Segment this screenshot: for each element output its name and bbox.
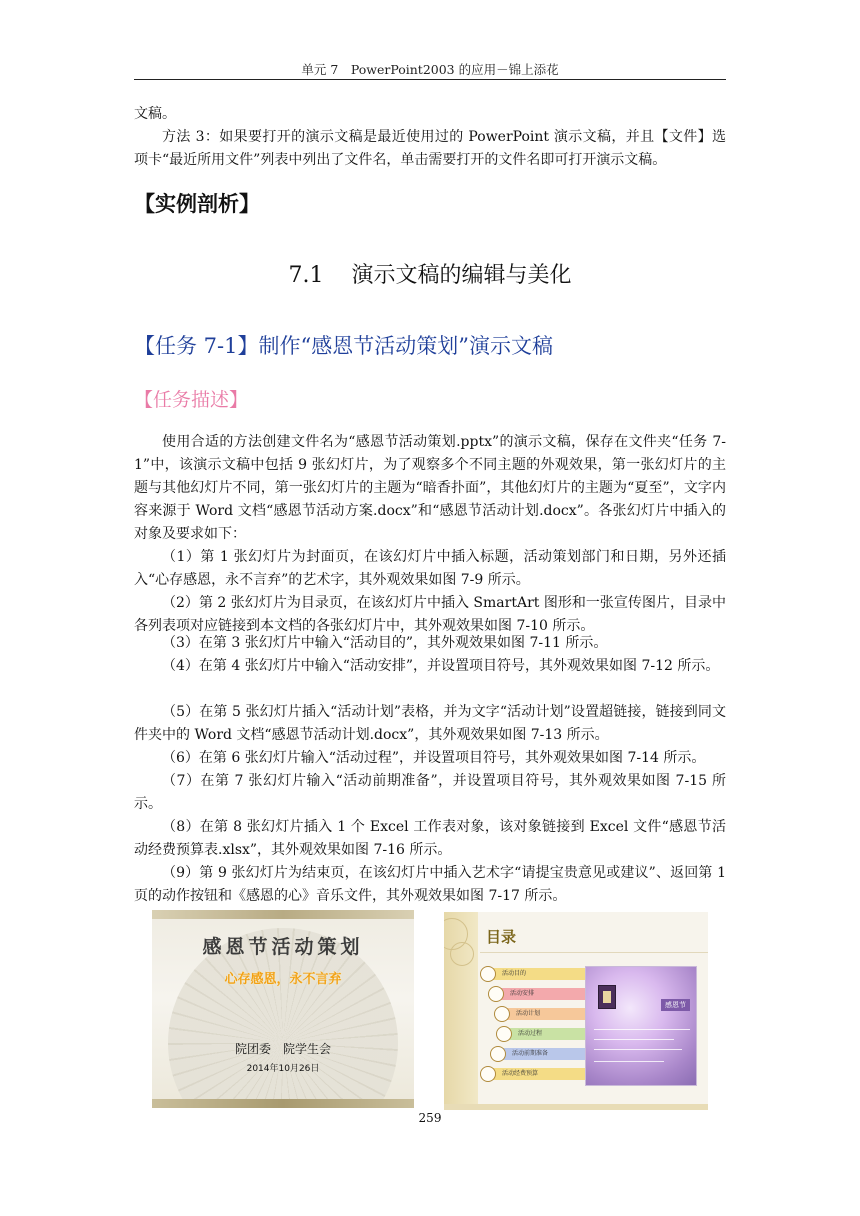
slide-2-bottom-bar [444, 1104, 708, 1110]
section-heading [134, 258, 726, 289]
paragraph-continuation: 文稿。 [134, 106, 176, 122]
toc-ring [488, 986, 504, 1002]
toc-ring [480, 966, 496, 982]
toc-item-2[interactable]: 活动安排 [496, 988, 596, 1000]
circle-decoration [450, 942, 474, 966]
toc-item-4[interactable]: 活动过程 [504, 1028, 596, 1040]
slide-bottom-bar [152, 1099, 414, 1108]
toc-item-3[interactable]: 活动计划 [502, 1008, 596, 1020]
toc-ring [494, 1006, 510, 1022]
slide-1-organizer: 院团委 院学生会 [234, 1042, 331, 1056]
task-item-2: （2）第 2 张幻灯片为目录页，在该幻灯片中插入 SmartArt 图形和一张宣传图片，目录中各列表项对应链接到本文档的各张幻灯片中，其外观效果如图 7-10 所示。 [134, 595, 726, 634]
toc-ring [496, 1026, 512, 1042]
task-item-3: （3）在第 3 张幻灯片中输入“活动目的”，其外观效果如图 7-11 所示。 [162, 635, 608, 651]
task-intro-paragraph: 使用合适的方法创建文件名为“感恩节活动策划.pptx”的演示文稿，保存在文件夹“任务 7-1”中，该演示文稿中包括 9 张幻灯片，为了观察多个不同主题的外观效果，第一张幻灯片的主题与其他幻灯片不同，第一张幻灯片的主题为“暗香扑面”，其他幻灯片的主题为“夏至”，文字内容来源于 Word 文档“感恩节活动方案.docx”和“感恩节活动计划.docx”。各张幻灯片中插入的对象及要求如下： [134, 434, 726, 542]
picture-text-line [594, 1039, 674, 1040]
task-item-7: （7）在第 7 张幻灯片输入“活动前期准备”，并设置项目符号，其外观效果如图 7-15 所示。 [134, 773, 726, 812]
task-item-1: （1）第 1 张幻灯片为封面页，在该幻灯片中插入标题，活动策划部门和日期，另外还插入“心存感恩，永不言弃”的艺术字，其外观效果如图 7-9 所示。 [134, 549, 726, 588]
picture-text-line [594, 1029, 690, 1030]
section-number: 7.1 [288, 263, 324, 288]
slide-2-contents-figure [444, 912, 708, 1110]
task-item-8: （8）在第 8 张幻灯片插入 1 个 Excel 工作表对象，该对象链接到 Excel 文件“感恩节活动经费预算表.xlsx”，其外观效果如图 7-16 所示。 [134, 819, 726, 858]
task-description-heading: 【任务描述】 [134, 389, 249, 411]
toc-ring [480, 1066, 496, 1082]
task-item-6: （6）在第 6 张幻灯片输入“活动过程”，并设置项目符号，其外观效果如图 7-14 所示。 [162, 750, 706, 766]
promo-picture [585, 966, 697, 1086]
page-number: 259 [418, 1111, 442, 1125]
slide-top-bar [152, 910, 414, 919]
slide-2-title-rule [480, 952, 708, 953]
section-title: 演示文稿的编辑与美化 [351, 263, 572, 288]
task-item-9: （9）第 9 张幻灯片为结束页，在该幻灯片中插入艺术字“请提宝贵意见或建议”、返回第 1 页的动作按钮和《感恩的心》音乐文件，其外观效果如图 7-17 所示。 [134, 865, 726, 904]
toc-item-6[interactable]: 活动经费预算 [488, 1068, 594, 1080]
toc-item-5[interactable]: 活动前期准备 [498, 1048, 596, 1060]
paragraph-method-3: 方法 3：如果要打开的演示文稿是最近使用过的 PowerPoint 演示文稿，并且【文件】选项卡“最近所用文件”列表中列出了文件名，单击需要打开的文件名即可打开演示文稿。 [134, 129, 726, 168]
slide-1-title: 感恩节活动策划 [202, 936, 364, 958]
toc-ring [490, 1046, 506, 1062]
slide-1-slogan-wordart: 心存感恩，永不言弃 [224, 972, 342, 987]
picture-text-line [594, 1049, 682, 1050]
slide-1-cover-figure [152, 910, 414, 1108]
running-header: 单元 7 PowerPoint2003 的应用－锦上添花 [301, 62, 559, 77]
task-item-4: （4）在第 4 张幻灯片中输入“活动安排”，并设置项目符号，其外观效果如图 7-12 所示。 [162, 658, 720, 674]
task-item-5: （5）在第 5 张幻灯片插入“活动计划”表格，并为文字“活动计划”设置超链接，链接到同文件夹中的 Word 文档“感恩节活动计划.docx”，其外观效果如图 7-13 所示。 [134, 704, 726, 743]
toc-item-1[interactable]: 活动目的 [488, 968, 594, 980]
slide-2-left-strip [444, 912, 478, 1110]
task-heading: 【任务 7-1】制作“感恩节活动策划”演示文稿 [134, 334, 553, 358]
slide-2-title: 目录 [486, 928, 517, 946]
slide-1-date: 2014年10月26日 [246, 1064, 320, 1074]
lantern-icon [598, 985, 616, 1009]
picture-text-line [594, 1061, 664, 1062]
case-heading: 【实例剖析】 [134, 192, 260, 216]
header-rule [134, 79, 726, 80]
picture-badge: 感恩节 [661, 999, 690, 1011]
